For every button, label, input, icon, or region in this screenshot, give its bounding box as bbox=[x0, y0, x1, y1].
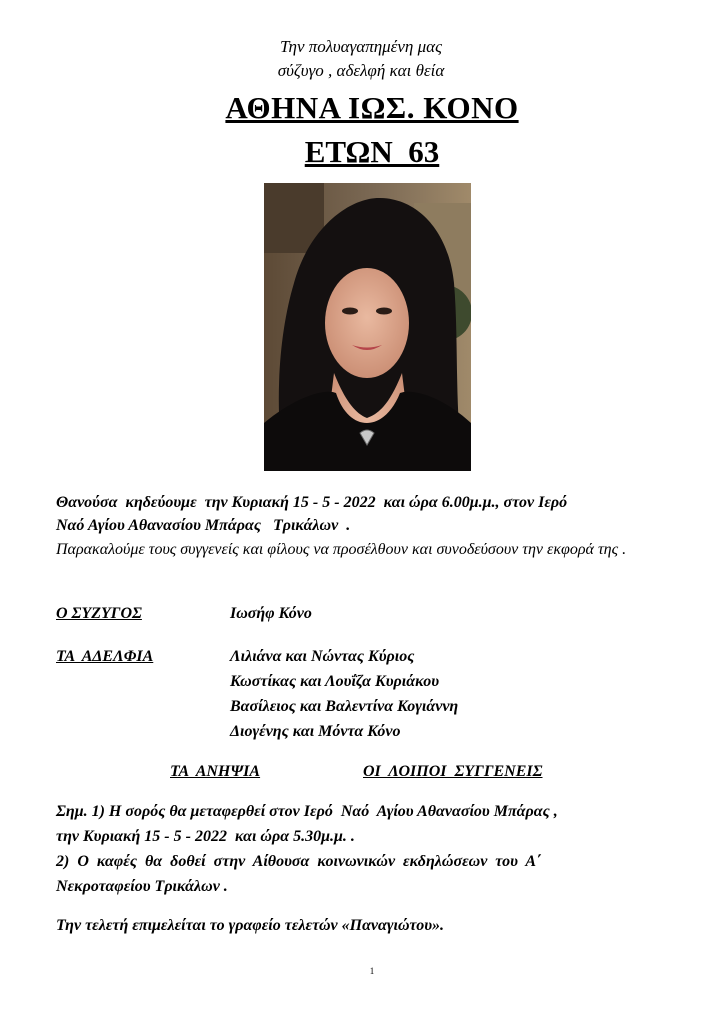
intro-line-2: σύζυγο , αδελφή και θεία bbox=[277, 61, 445, 80]
page-number: 1 bbox=[369, 966, 375, 976]
intro-line-1: Την πολυαγαπημένη μας bbox=[280, 37, 442, 56]
funeral-announcement bbox=[56, 491, 702, 537]
invitation-text: Παρακαλούμε τους συγγενείς και φίλους να προσέλθουν και συνοδεύσουν την εκφορά της . bbox=[56, 541, 627, 558]
funeral-home-note: Την τελετή επιμελείται το γραφείο τελετών «Παναγιώτου». bbox=[56, 917, 445, 934]
note-1-line-1: Σημ. 1) Η σορός θα μεταφερθεί στον Ιερό Ναό Αγίου Αθανασίου Μπάρας , bbox=[56, 803, 558, 820]
note-2-line-1: 2) Ο καφές θα δοθεί στην Αίθουσα κοινωνικών εκδηλώσεων του Α΄ bbox=[56, 853, 542, 870]
spouse-name: Ιωσήφ Κόνο bbox=[230, 605, 312, 622]
spouse-label: Ο ΣΥΖΥΓΟΣ bbox=[56, 605, 142, 622]
siblings-label: ΤΑ ΑΔΕΛΦΙΑ bbox=[56, 648, 154, 665]
sibling-entry: Λιλιάνα και Νώντας Κύριος bbox=[230, 648, 415, 665]
other-relatives-label: ΟΙ ΛΟΙΠΟΙ ΣΥΓΓΕΝΕΙΣ bbox=[363, 763, 543, 780]
sibling-entry: Κωστίκας και Λουΐζα Κυριάκου bbox=[230, 673, 440, 690]
sibling-entry: Βασίλειος και Βαλεντίνα Κογιάννη bbox=[230, 698, 459, 715]
deceased-age: ΕΤΩΝ 63 bbox=[304, 134, 440, 169]
funeral-line-2: Ναό Αγίου Αθανασίου Μπάρας Τρικάλων . bbox=[56, 517, 351, 534]
note-1-line-2: την Κυριακή 15 - 5 - 2022 και ώρα 5.30μ.μ. . bbox=[56, 828, 355, 845]
deceased-name: ΑΘΗΝΑ ΙΩΣ. ΚΟΝΟ bbox=[225, 90, 519, 125]
funeral-line-1: Θανούσα κηδεύουμε την Κυριακή 15 - 5 - 2022 και ώρα 6.00μ.μ., στον Ιερό bbox=[56, 494, 568, 511]
sibling-entry: Διογένης και Μόντα Κόνο bbox=[230, 723, 401, 740]
portrait-photo bbox=[264, 183, 471, 471]
note-2-line-2: Νεκροταφείου Τρικάλων . bbox=[56, 878, 228, 895]
nieces-label: ΤΑ ΑΝΗΨΙΑ bbox=[170, 763, 261, 780]
